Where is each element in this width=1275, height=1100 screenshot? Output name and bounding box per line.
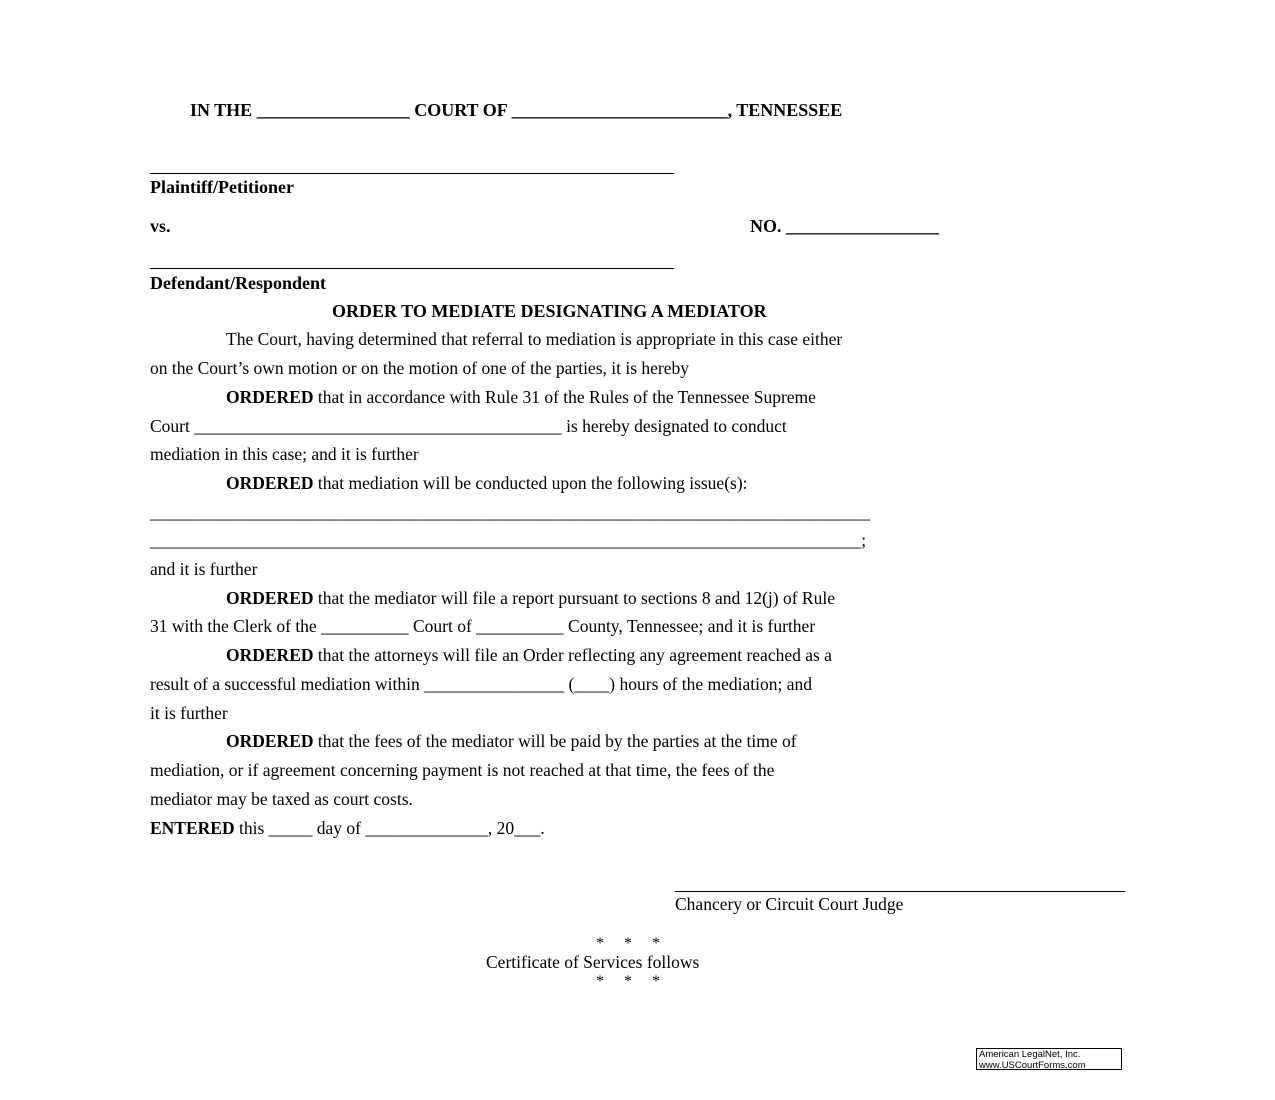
ordered-keyword: ORDERED — [226, 645, 314, 665]
paragraph-5-text: that the attorneys will file an Order reflecting any agreement reached as a — [313, 645, 832, 665]
paragraph-2-text: that in accordance with Rule 31 of the Rules of the Tennessee Supreme — [313, 387, 816, 407]
paragraph-6-line-3: mediator may be taxed as court costs. — [150, 789, 413, 809]
paragraph-1-line-2: on the Court’s own motion or on the motion of one of the parties, it is hereby — [150, 358, 690, 378]
judge-signature-line — [675, 891, 1125, 892]
paragraph-6-line-1 — [226, 733, 797, 751]
defendant-label: Defendant/Respondent — [150, 273, 327, 293]
separator-stars-bottom: * * * — [596, 973, 660, 990]
ordered-keyword: ORDERED — [226, 731, 314, 751]
paragraph-4-line-1 — [226, 590, 835, 608]
paragraph-5-line-1 — [226, 647, 832, 665]
ordered-keyword: ORDERED — [226, 387, 314, 407]
publisher-stamp — [976, 1048, 1122, 1070]
judge-label: Chancery or Circuit Court Judge — [675, 894, 904, 914]
paragraph-2-line-3: mediation in this case; and it is further — [150, 444, 419, 464]
order-title: ORDER TO MEDIATE DESIGNATING A MEDIATOR — [332, 301, 767, 321]
plaintiff-label: Plaintiff/Petitioner — [150, 177, 294, 197]
paragraph-1-line-1: The Court, having determined that referral to mediation is appropriate in this case either — [226, 329, 843, 349]
paragraph-5-line-2: result of a successful mediation within ________________ (____) hours of the mediation; and — [150, 674, 812, 694]
entered-keyword: ENTERED — [150, 818, 235, 838]
publisher-name: American LegalNet, Inc. — [979, 1049, 1081, 1060]
issues-blank-line-1: _________________________________________________________________________________ — [150, 502, 871, 522]
ordered-keyword: ORDERED — [226, 473, 314, 493]
publisher-url: www.USCourtForms.com — [979, 1060, 1086, 1071]
paragraph-2-line-1 — [226, 389, 816, 407]
separator-stars-top: * * * — [596, 935, 660, 952]
paragraph-3-text: that mediation will be conducted upon the following issue(s): — [313, 473, 748, 493]
vs-label: vs. — [150, 216, 171, 236]
case-number: NO. _________________ — [750, 216, 939, 236]
court-header: IN THE _________________ COURT OF ________________________, TENNESSEE — [190, 100, 843, 120]
issues-blank-line-2: ________________________________________________________________________________; — [150, 530, 867, 550]
defendant-signature-line — [150, 268, 674, 269]
paragraph-4-line-2: 31 with the Clerk of the __________ Court of __________ County, Tennessee; and it is further — [150, 616, 816, 636]
paragraph-4-text: that the mediator will file a report pursuant to sections 8 and 12(j) of Rule — [313, 588, 835, 608]
paragraph-6-line-2: mediation, or if agreement concerning payment is not reached at that time, the fees of the — [150, 760, 775, 780]
certificate-note: Certificate of Services follows — [486, 952, 700, 972]
paragraph-2-line-2: Court __________________________________________ is hereby designated to conduct — [150, 416, 787, 436]
ordered-keyword: ORDERED — [226, 588, 314, 608]
paragraph-3-line-1 — [226, 475, 748, 493]
paragraph-6-text: that the fees of the mediator will be paid by the parties at the time of — [313, 731, 797, 751]
entered-line — [150, 820, 545, 838]
paragraph-3-line-4: and it is further — [150, 559, 258, 579]
paragraph-5-line-3: it is further — [150, 703, 228, 723]
entered-text: this _____ day of ______________, 20___. — [234, 818, 545, 838]
plaintiff-signature-line — [150, 173, 674, 174]
